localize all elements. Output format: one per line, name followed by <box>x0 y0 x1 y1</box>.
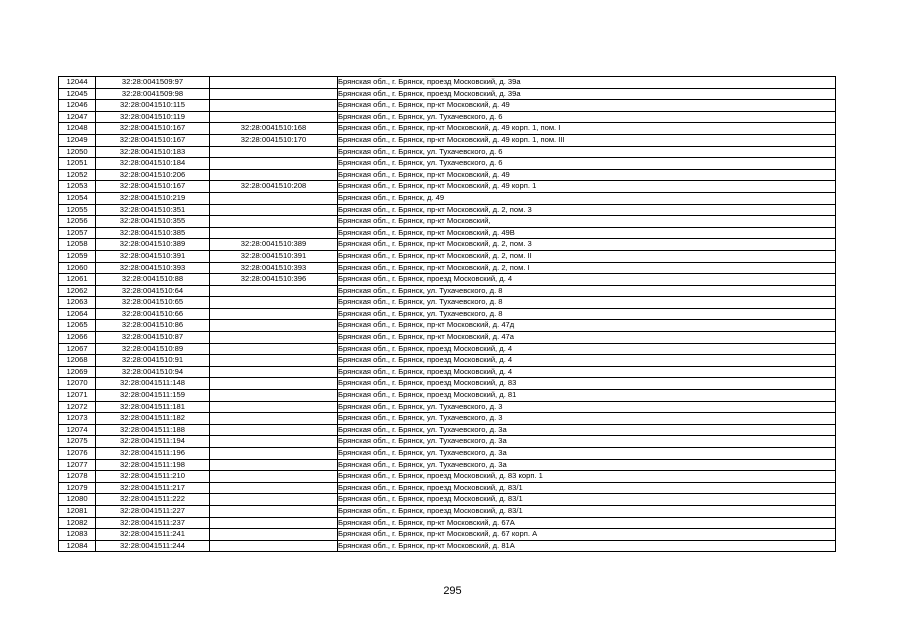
cadastral-number-cell: 32:28:0041511:237 <box>96 517 210 529</box>
address-cell: Брянская обл., г. Брянск, ул. Тухачевского, д. 6 <box>338 146 836 158</box>
cadastral-number-cell: 32:28:0041510:389 <box>96 239 210 251</box>
record-number-cell: 12075 <box>59 436 96 448</box>
record-number-cell: 12059 <box>59 250 96 262</box>
table-row <box>59 216 836 228</box>
table-row <box>59 308 836 320</box>
cadastral-number-cell: 32:28:0041510:355 <box>96 216 210 228</box>
record-number-cell: 12045 <box>59 88 96 100</box>
cadastral-number-cell: 32:28:0041511:148 <box>96 378 210 390</box>
related-cadastral-number-cell: 32:28:0041510:208 <box>210 181 338 193</box>
address-cell: Брянская обл., г. Брянск, проезд Московский, д. 83/1 <box>338 482 836 494</box>
address-cell: Брянская обл., г. Брянск, пр-кт Московский, д. 49В <box>338 227 836 239</box>
address-cell: Брянская обл., г. Брянск, ул. Тухачевского, д. 3а <box>338 424 836 436</box>
cadastral-number-cell: 32:28:0041510:391 <box>96 250 210 262</box>
address-cell: Брянская обл., г. Брянск, ул. Тухачевского, д. 8 <box>338 308 836 320</box>
table-row <box>59 459 836 471</box>
address-cell: Брянская обл., г. Брянск, ул. Тухачевского, д. 3а <box>338 448 836 460</box>
table-row <box>59 494 836 506</box>
address-cell: Брянская обл., г. Брянск, пр-кт Московский, д. 49 <box>338 169 836 181</box>
table-row <box>59 424 836 436</box>
address-cell: Брянская обл., г. Брянск, ул. Тухачевского, д. 8 <box>338 285 836 297</box>
record-number-cell: 12065 <box>59 320 96 332</box>
cadastral-number-cell: 32:28:0041510:385 <box>96 227 210 239</box>
cadastral-number-cell: 32:28:0041510:94 <box>96 366 210 378</box>
cadastral-number-cell: 32:28:0041511:159 <box>96 390 210 402</box>
table-row <box>59 88 836 100</box>
address-cell: Брянская обл., г. Брянск, пр-кт Московский, д. 2, пом. 3 <box>338 239 836 251</box>
address-cell: Брянская обл., г. Брянск, пр-кт Московский, д. 47а <box>338 332 836 344</box>
record-number-cell: 12048 <box>59 123 96 135</box>
record-number-cell: 12084 <box>59 540 96 552</box>
related-cadastral-number-cell <box>210 88 338 100</box>
table-row <box>59 529 836 541</box>
related-cadastral-number-cell <box>210 111 338 123</box>
table-row <box>59 355 836 367</box>
table-row <box>59 227 836 239</box>
record-number-cell: 12054 <box>59 192 96 204</box>
related-cadastral-number-cell <box>210 517 338 529</box>
related-cadastral-number-cell: 32:28:0041510:391 <box>210 250 338 262</box>
record-number-cell: 12052 <box>59 169 96 181</box>
address-cell: Брянская обл., г. Брянск, проезд Московский, д. 4 <box>338 274 836 286</box>
table-row <box>59 158 836 170</box>
address-cell: Брянская обл., г. Брянск, проезд Московский, д. 83/1 <box>338 494 836 506</box>
table-row <box>59 134 836 146</box>
related-cadastral-number-cell <box>210 413 338 425</box>
address-cell: Брянская обл., г. Брянск, ул. Тухачевского, д. 8 <box>338 297 836 309</box>
related-cadastral-number-cell <box>210 459 338 471</box>
record-number-cell: 12080 <box>59 494 96 506</box>
address-cell: Брянская обл., г. Брянск, пр-кт Московский, д. 49 <box>338 100 836 112</box>
cadastral-number-cell: 32:28:0041511:194 <box>96 436 210 448</box>
page-number: 295 <box>443 585 462 597</box>
record-number-cell: 12073 <box>59 413 96 425</box>
table-row <box>59 123 836 135</box>
address-cell: Брянская обл., г. Брянск, пр-кт Московский, д. 49 корп. 1, пом. I <box>338 123 836 135</box>
record-number-cell: 12062 <box>59 285 96 297</box>
address-cell: Брянская обл., г. Брянск, ул. Тухачевского, д. 6 <box>338 158 836 170</box>
cadastral-number-cell: 32:28:0041510:86 <box>96 320 210 332</box>
table-row <box>59 297 836 309</box>
cadastral-number-cell: 32:28:0041510:167 <box>96 134 210 146</box>
cadastral-number-cell: 32:28:0041510:115 <box>96 100 210 112</box>
table-row <box>59 274 836 286</box>
table-row <box>59 390 836 402</box>
record-number-cell: 12068 <box>59 355 96 367</box>
record-number-cell: 12051 <box>59 158 96 170</box>
address-cell: Брянская обл., г. Брянск, проезд Московский, д. 83 <box>338 378 836 390</box>
address-cell: Брянская обл., г. Брянск, пр-кт Московский, д. 67 корп. А <box>338 529 836 541</box>
related-cadastral-number-cell: 32:28:0041510:389 <box>210 239 338 251</box>
related-cadastral-number-cell <box>210 494 338 506</box>
address-cell: Брянская обл., г. Брянск, ул. Тухачевского, д. 3а <box>338 459 836 471</box>
cadastral-number-cell: 32:28:0041510:183 <box>96 146 210 158</box>
related-cadastral-number-cell <box>210 100 338 112</box>
address-cell: Брянская обл., г. Брянск, пр-кт Московский, д. 2, пом. II <box>338 250 836 262</box>
related-cadastral-number-cell <box>210 378 338 390</box>
cadastral-number-cell: 32:28:0041510:206 <box>96 169 210 181</box>
record-number-cell: 12044 <box>59 77 96 89</box>
table-row <box>59 505 836 517</box>
cadastral-number-cell: 32:28:0041511:182 <box>96 413 210 425</box>
record-number-cell: 12055 <box>59 204 96 216</box>
address-cell: Брянская обл., г. Брянск, пр-кт Московский, д. 49 корп. 1 <box>338 181 836 193</box>
related-cadastral-number-cell <box>210 204 338 216</box>
cadastral-number-cell: 32:28:0041510:119 <box>96 111 210 123</box>
table-row <box>59 77 836 89</box>
related-cadastral-number-cell <box>210 390 338 402</box>
related-cadastral-number-cell <box>210 505 338 517</box>
record-number-cell: 12067 <box>59 343 96 355</box>
cadastral-number-cell: 32:28:0041511:244 <box>96 540 210 552</box>
address-cell: Брянская обл., г. Брянск, ул. Тухачевского, д. 3 <box>338 413 836 425</box>
record-number-cell: 12057 <box>59 227 96 239</box>
record-number-cell: 12053 <box>59 181 96 193</box>
table-row <box>59 181 836 193</box>
record-number-cell: 12047 <box>59 111 96 123</box>
related-cadastral-number-cell: 32:28:0041510:393 <box>210 262 338 274</box>
related-cadastral-number-cell <box>210 355 338 367</box>
related-cadastral-number-cell <box>210 308 338 320</box>
cadastral-number-cell: 32:28:0041511:196 <box>96 448 210 460</box>
cadastral-number-cell: 32:28:0041511:222 <box>96 494 210 506</box>
table-row <box>59 366 836 378</box>
cadastral-number-cell: 32:28:0041510:184 <box>96 158 210 170</box>
related-cadastral-number-cell <box>210 192 338 204</box>
related-cadastral-number-cell <box>210 343 338 355</box>
address-cell: Брянская обл., г. Брянск, проезд Московский, д. 39а <box>338 88 836 100</box>
address-cell: Брянская обл., г. Брянск, пр-кт Московский, д. 81А <box>338 540 836 552</box>
table-row <box>59 448 836 460</box>
address-cell: Брянская обл., г. Брянск, проезд Московский, д. 4 <box>338 355 836 367</box>
related-cadastral-number-cell <box>210 401 338 413</box>
address-cell: Брянская обл., г. Брянск, пр-кт Московский, д. 47д <box>338 320 836 332</box>
registry-table <box>58 76 836 552</box>
related-cadastral-number-cell <box>210 471 338 483</box>
address-cell: Брянская обл., г. Брянск, проезд Московский, д. 4 <box>338 366 836 378</box>
cadastral-number-cell: 32:28:0041510:64 <box>96 285 210 297</box>
table-row <box>59 436 836 448</box>
record-number-cell: 12056 <box>59 216 96 228</box>
related-cadastral-number-cell <box>210 297 338 309</box>
cadastral-number-cell: 32:28:0041510:88 <box>96 274 210 286</box>
cadastral-number-cell: 32:28:0041510:89 <box>96 343 210 355</box>
cadastral-number-cell: 32:28:0041511:241 <box>96 529 210 541</box>
record-number-cell: 12049 <box>59 134 96 146</box>
cadastral-number-cell: 32:28:0041510:351 <box>96 204 210 216</box>
cadastral-number-cell: 32:28:0041511:227 <box>96 505 210 517</box>
address-cell: Брянская обл., г. Брянск, пр-кт Московский, д. 67А <box>338 517 836 529</box>
related-cadastral-number-cell <box>210 540 338 552</box>
related-cadastral-number-cell: 32:28:0041510:396 <box>210 274 338 286</box>
address-cell: Брянская обл., г. Брянск, проезд Московский, д. 39а <box>338 77 836 89</box>
table-row <box>59 169 836 181</box>
cadastral-number-cell: 32:28:0041510:87 <box>96 332 210 344</box>
address-cell: Брянская обл., г. Брянск, пр-кт Московский, д. 2, пом. I <box>338 262 836 274</box>
cadastral-number-cell: 32:28:0041510:393 <box>96 262 210 274</box>
record-number-cell: 12060 <box>59 262 96 274</box>
table-row <box>59 239 836 251</box>
related-cadastral-number-cell <box>210 227 338 239</box>
table-row <box>59 540 836 552</box>
table-row <box>59 100 836 112</box>
cadastral-number-cell: 32:28:0041510:219 <box>96 192 210 204</box>
cadastral-number-cell: 32:28:0041510:167 <box>96 181 210 193</box>
registry-table-body <box>59 77 836 552</box>
table-row <box>59 471 836 483</box>
related-cadastral-number-cell <box>210 436 338 448</box>
related-cadastral-number-cell <box>210 448 338 460</box>
table-row <box>59 413 836 425</box>
table-row <box>59 285 836 297</box>
record-number-cell: 12083 <box>59 529 96 541</box>
address-cell: Брянская обл., г. Брянск, ул. Тухачевского, д. 3 <box>338 401 836 413</box>
record-number-cell: 12079 <box>59 482 96 494</box>
table-row <box>59 146 836 158</box>
address-cell: Брянская обл., г. Брянск, д. 49 <box>338 192 836 204</box>
table-row <box>59 517 836 529</box>
related-cadastral-number-cell <box>210 529 338 541</box>
table-row <box>59 332 836 344</box>
record-number-cell: 12072 <box>59 401 96 413</box>
cadastral-number-cell: 32:28:0041510:167 <box>96 123 210 135</box>
table-row <box>59 482 836 494</box>
related-cadastral-number-cell <box>210 285 338 297</box>
record-number-cell: 12074 <box>59 424 96 436</box>
address-cell: Брянская обл., г. Брянск, пр-кт Московский, <box>338 216 836 228</box>
cadastral-number-cell: 32:28:0041510:65 <box>96 297 210 309</box>
table-row <box>59 343 836 355</box>
record-number-cell: 12076 <box>59 448 96 460</box>
record-number-cell: 12071 <box>59 390 96 402</box>
related-cadastral-number-cell <box>210 216 338 228</box>
table-row <box>59 192 836 204</box>
record-number-cell: 12078 <box>59 471 96 483</box>
record-number-cell: 12061 <box>59 274 96 286</box>
record-number-cell: 12082 <box>59 517 96 529</box>
related-cadastral-number-cell <box>210 424 338 436</box>
cadastral-number-cell: 32:28:0041511:188 <box>96 424 210 436</box>
table-row <box>59 204 836 216</box>
table-row <box>59 401 836 413</box>
related-cadastral-number-cell <box>210 332 338 344</box>
record-number-cell: 12070 <box>59 378 96 390</box>
cadastral-number-cell: 32:28:0041509:98 <box>96 88 210 100</box>
address-cell: Брянская обл., г. Брянск, проезд Московский, д. 83 корп. 1 <box>338 471 836 483</box>
record-number-cell: 12058 <box>59 239 96 251</box>
cadastral-number-cell: 32:28:0041511:198 <box>96 459 210 471</box>
related-cadastral-number-cell <box>210 482 338 494</box>
record-number-cell: 12063 <box>59 297 96 309</box>
table-row <box>59 111 836 123</box>
related-cadastral-number-cell: 32:28:0041510:170 <box>210 134 338 146</box>
record-number-cell: 12077 <box>59 459 96 471</box>
record-number-cell: 12046 <box>59 100 96 112</box>
address-cell: Брянская обл., г. Брянск, ул. Тухачевского, д. 6 <box>338 111 836 123</box>
related-cadastral-number-cell <box>210 366 338 378</box>
address-cell: Брянская обл., г. Брянск, проезд Московский, д. 81 <box>338 390 836 402</box>
table-row <box>59 320 836 332</box>
record-number-cell: 12069 <box>59 366 96 378</box>
table-row <box>59 378 836 390</box>
address-cell: Брянская обл., г. Брянск, ул. Тухачевского, д. 3а <box>338 436 836 448</box>
cadastral-number-cell: 32:28:0041510:91 <box>96 355 210 367</box>
record-number-cell: 12066 <box>59 332 96 344</box>
address-cell: Брянская обл., г. Брянск, проезд Московский, д. 83/1 <box>338 505 836 517</box>
cadastral-number-cell: 32:28:0041511:217 <box>96 482 210 494</box>
related-cadastral-number-cell <box>210 77 338 89</box>
address-cell: Брянская обл., г. Брянск, пр-кт Московский, д. 49 корп. 1, пом. III <box>338 134 836 146</box>
table-row <box>59 250 836 262</box>
related-cadastral-number-cell: 32:28:0041510:168 <box>210 123 338 135</box>
related-cadastral-number-cell <box>210 320 338 332</box>
cadastral-number-cell: 32:28:0041511:210 <box>96 471 210 483</box>
address-cell: Брянская обл., г. Брянск, пр-кт Московский, д. 2, пом. 3 <box>338 204 836 216</box>
address-cell: Брянская обл., г. Брянск, проезд Московский, д. 4 <box>338 343 836 355</box>
cadastral-number-cell: 32:28:0041510:66 <box>96 308 210 320</box>
related-cadastral-number-cell <box>210 146 338 158</box>
related-cadastral-number-cell <box>210 158 338 170</box>
record-number-cell: 12064 <box>59 308 96 320</box>
table-row <box>59 262 836 274</box>
record-number-cell: 12050 <box>59 146 96 158</box>
cadastral-number-cell: 32:28:0041509:97 <box>96 77 210 89</box>
related-cadastral-number-cell <box>210 169 338 181</box>
cadastral-number-cell: 32:28:0041511:181 <box>96 401 210 413</box>
record-number-cell: 12081 <box>59 505 96 517</box>
